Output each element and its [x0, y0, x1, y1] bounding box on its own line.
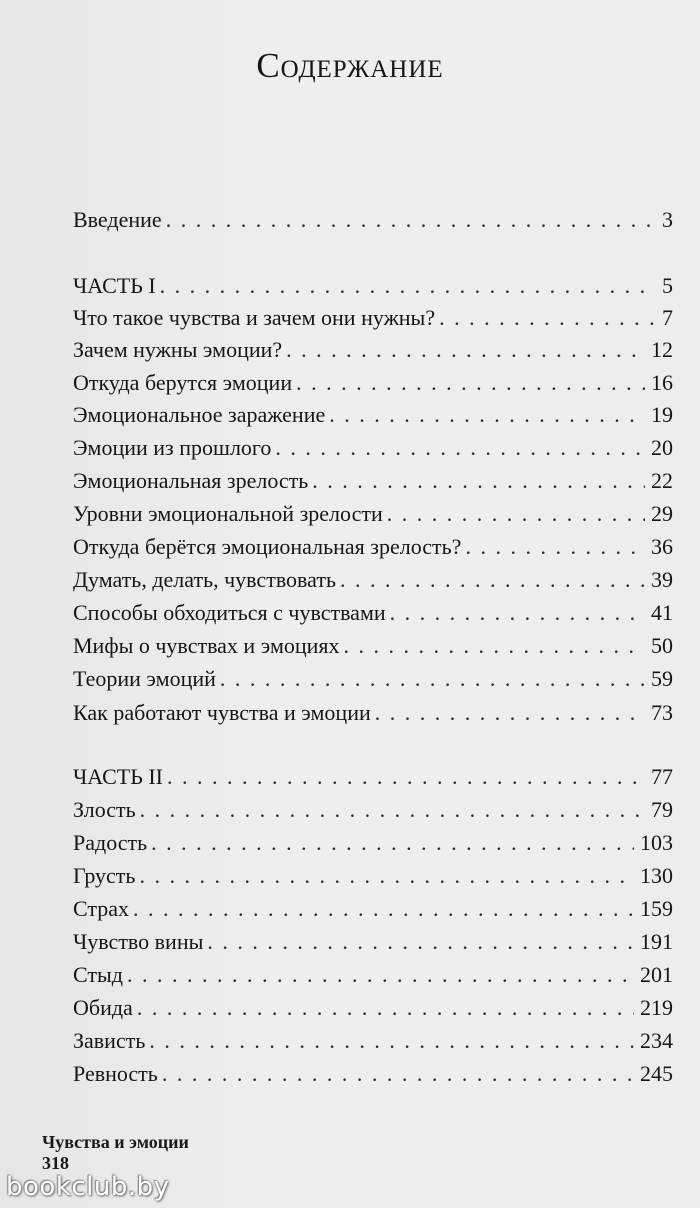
- dot-leader: [151, 828, 634, 858]
- toc-entry-page: 3: [662, 207, 673, 232]
- toc-entry-page: 16: [651, 370, 673, 395]
- toc-entry-page: 39: [651, 567, 673, 592]
- toc-entry-title: Мифы о чувствах и эмоциях: [73, 633, 340, 658]
- toc-entry-page: 29: [651, 501, 673, 526]
- toc-entry-title: Откуда берётся эмоциональная зрелость?: [73, 534, 462, 559]
- dot-leader: [312, 466, 645, 496]
- toc-entry: [73, 960, 673, 990]
- toc-entry: [73, 205, 673, 235]
- toc-entry-title: ЧАСТЬ I: [73, 273, 156, 298]
- toc-entry-title: Откуда берутся эмоции: [73, 370, 293, 395]
- toc-entry: [73, 466, 673, 496]
- watermark-logo: bookclub.by: [6, 1172, 170, 1202]
- dot-leader: [275, 433, 645, 463]
- dot-leader: [387, 499, 645, 529]
- toc-entry-title: Зависть: [73, 1028, 146, 1053]
- toc-entry-page: 191: [640, 929, 673, 954]
- dot-leader: [160, 271, 656, 301]
- toc-entry-page: 234: [640, 1028, 673, 1053]
- toc-entry-page: 22: [651, 468, 673, 493]
- toc-entry-page: 36: [651, 534, 673, 559]
- toc-entry-page: 159: [640, 896, 673, 921]
- toc-entry-title: Грусть: [73, 863, 136, 888]
- toc-entry: [73, 1026, 673, 1056]
- toc-entry-title: Эмоциональное заражение: [73, 402, 326, 427]
- toc-entry-page: 59: [651, 666, 673, 691]
- dot-leader: [220, 664, 645, 694]
- toc-entry: [73, 368, 673, 398]
- dot-leader: [286, 335, 645, 365]
- toc-entry-page: 20: [651, 435, 673, 460]
- toc-entry-page: 79: [651, 797, 673, 822]
- toc-entry-page: 73: [651, 700, 673, 725]
- toc-entry: [73, 993, 673, 1023]
- toc-entry-title: Ревность: [73, 1061, 158, 1086]
- dot-leader: [167, 762, 645, 792]
- toc-entry-title: Способы обходиться с чувствами: [73, 600, 386, 625]
- toc-entry-page: 50: [651, 633, 673, 658]
- page-title: Содержание: [256, 46, 444, 85]
- dot-leader: [127, 960, 634, 990]
- dot-leader: [162, 1059, 634, 1089]
- dot-leader: [149, 1026, 634, 1056]
- toc-entry-title: Зачем нужны эмоции?: [73, 337, 283, 362]
- dot-leader: [140, 795, 645, 825]
- toc-entry-title: Радость: [73, 830, 148, 855]
- toc-entry-page: 7: [662, 305, 673, 330]
- table-of-contents: [73, 0, 673, 1208]
- toc-entry-page: 201: [640, 962, 673, 987]
- toc-entry-page: 12: [651, 337, 673, 362]
- toc-entry: [73, 400, 673, 430]
- running-footer-title: Чувства и эмоции: [42, 1132, 189, 1152]
- dot-leader: [207, 927, 634, 957]
- toc-entry-page: 19: [651, 402, 673, 427]
- toc-entry: [73, 631, 673, 661]
- toc-entry: [73, 303, 673, 333]
- dot-leader: [139, 861, 634, 891]
- toc-entry-page: 5: [662, 273, 673, 298]
- toc-entry-page: 103: [640, 830, 673, 855]
- toc-entry: [73, 894, 673, 924]
- toc-entry-title: Введение: [73, 207, 162, 232]
- toc-entry: [73, 499, 673, 529]
- dot-leader: [340, 565, 645, 595]
- toc-entry: [73, 271, 673, 301]
- toc-entry-title: Теории эмоций: [73, 666, 216, 691]
- dot-leader: [439, 303, 656, 333]
- dot-leader: [137, 993, 634, 1023]
- toc-entry-title: ЧАСТЬ II: [73, 764, 163, 789]
- toc-entry-title: Эмоции из прошлого: [73, 435, 272, 460]
- toc-entry-title: Что такое чувства и зачем они нужны?: [73, 305, 436, 330]
- toc-entry-page: 219: [640, 995, 673, 1020]
- toc-entry-title: Злость: [73, 797, 136, 822]
- toc-entry-title: Обида: [73, 995, 133, 1020]
- dot-leader: [296, 368, 645, 398]
- dot-leader: [133, 894, 634, 924]
- dot-leader: [166, 205, 656, 235]
- toc-entry-title: Уровни эмоциональной зрелости: [73, 501, 383, 526]
- toc-entry: [73, 762, 673, 792]
- toc-entry-page: 41: [651, 600, 673, 625]
- toc-entry-title: Чувство вины: [73, 929, 204, 954]
- toc-entry: [73, 1059, 673, 1089]
- toc-entry: [73, 335, 673, 365]
- toc-entry: [73, 532, 673, 562]
- toc-entry: [73, 433, 673, 463]
- dot-leader: [344, 631, 645, 661]
- page-number: 318: [42, 1153, 69, 1173]
- toc-entry: [73, 795, 673, 825]
- dot-leader: [375, 698, 645, 728]
- toc-entry-title: Как работают чувства и эмоции: [73, 700, 371, 725]
- toc-entry-title: Стыд: [73, 962, 123, 987]
- toc-entry: [73, 565, 673, 595]
- toc-entry-page: 77: [651, 764, 673, 789]
- dot-leader: [329, 400, 645, 430]
- toc-entry: [73, 828, 673, 858]
- toc-entry: [73, 698, 673, 728]
- toc-entry: [73, 664, 673, 694]
- toc-entry-title: Думать, делать, чувствовать: [73, 567, 336, 592]
- toc-entry-page: 245: [640, 1061, 673, 1086]
- dot-leader: [390, 598, 645, 628]
- toc-entry-page: 130: [640, 863, 673, 888]
- toc-entry: [73, 861, 673, 891]
- toc-entry: [73, 927, 673, 957]
- toc-entry: [73, 598, 673, 628]
- toc-entry-title: Страх: [73, 896, 130, 921]
- dot-leader: [465, 532, 645, 562]
- toc-entry-title: Эмоциональная зрелость: [73, 468, 309, 493]
